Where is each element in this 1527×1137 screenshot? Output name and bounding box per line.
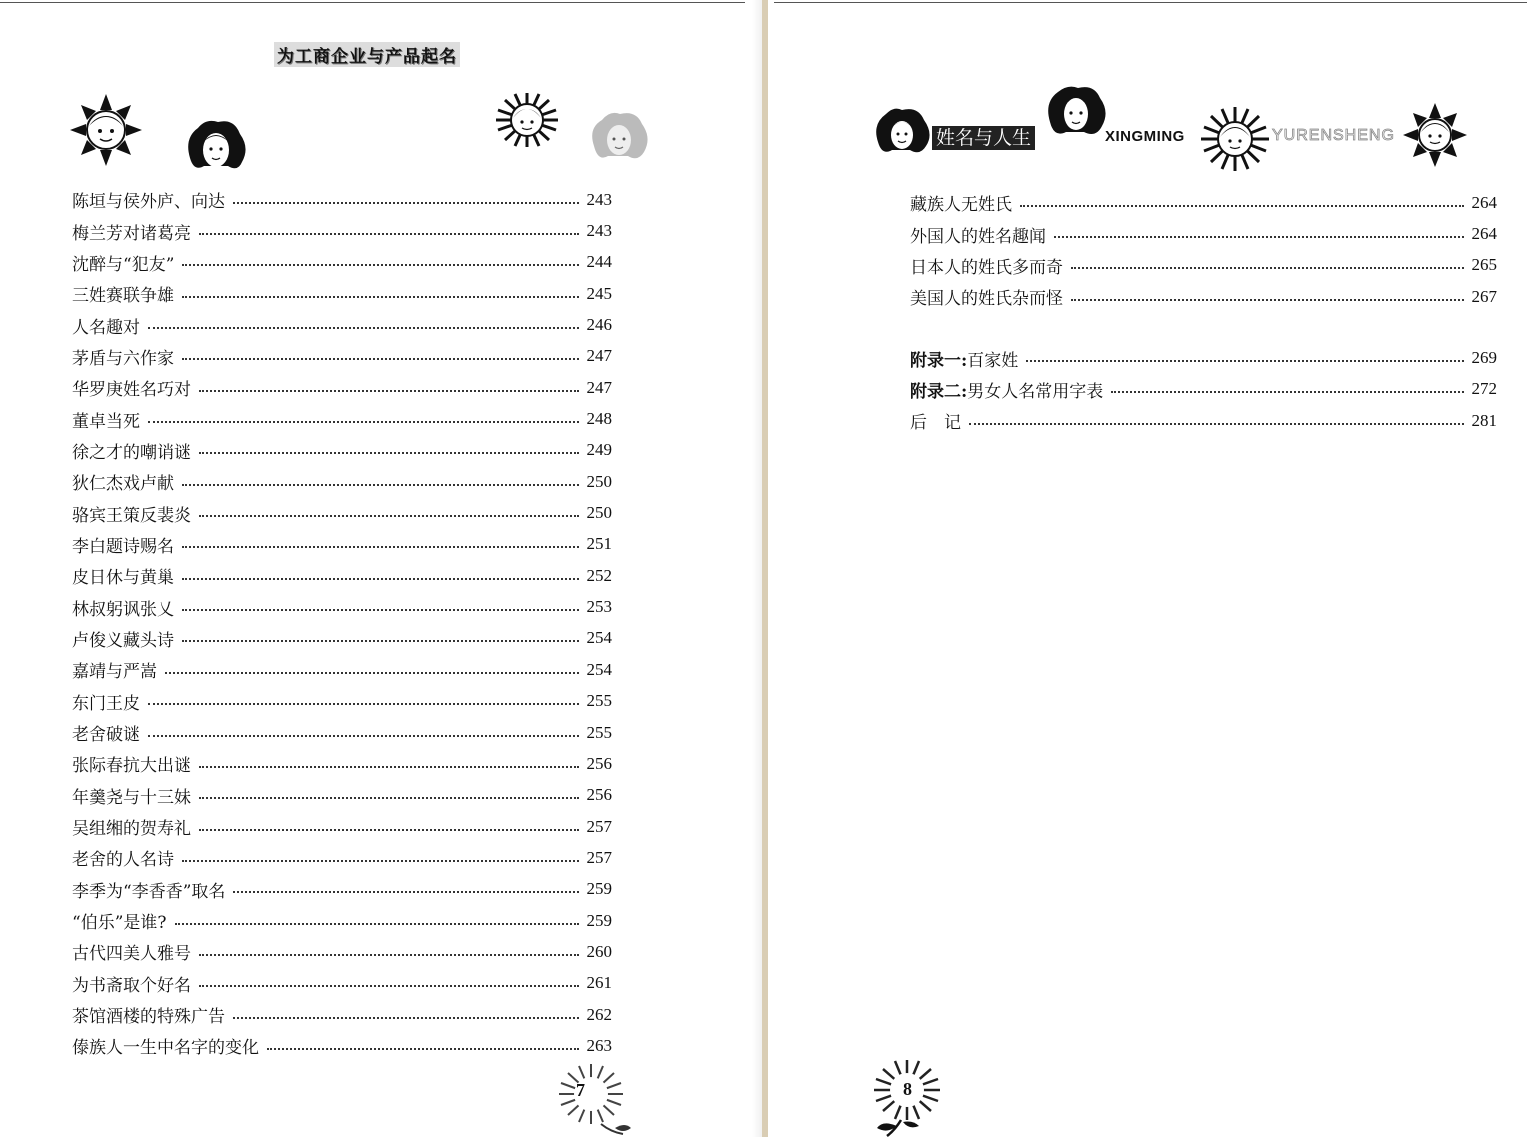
dot-leader xyxy=(199,515,579,517)
sun-face-icon xyxy=(1200,106,1270,172)
page-header-title: 姓名与人生 xyxy=(932,126,1035,150)
toc-entry[interactable] xyxy=(72,748,612,779)
toc-entry-page: 257 xyxy=(586,847,612,867)
dot-leader xyxy=(148,327,579,329)
toc-entry[interactable] xyxy=(72,309,612,340)
toc-entry[interactable] xyxy=(72,874,612,905)
dot-leader xyxy=(182,609,579,611)
toc-entry-page: 256 xyxy=(586,753,612,773)
toc-entry-page: 264 xyxy=(1471,192,1497,212)
toc-entry-page: 267 xyxy=(1471,286,1497,306)
girl-face-icon xyxy=(1044,84,1108,142)
dot-leader xyxy=(1026,360,1463,362)
dot-leader xyxy=(165,672,579,674)
top-rule xyxy=(774,2,1527,3)
toc-entry-page: 261 xyxy=(586,973,612,993)
toc-entry-page: 252 xyxy=(586,565,612,585)
toc-entry-title: 茶馆酒楼的特殊广告 xyxy=(72,1007,225,1028)
toc-entry-page: 259 xyxy=(586,879,612,899)
toc-entry-title: “伯乐”是谁? xyxy=(72,913,167,934)
dot-leader xyxy=(233,1017,579,1019)
dot-leader xyxy=(1020,205,1464,207)
toc-entry-page: 247 xyxy=(586,377,612,397)
top-rule xyxy=(0,2,745,3)
toc-entry-page: 250 xyxy=(586,503,612,523)
toc-list xyxy=(72,184,612,1062)
toc-appendix-entry[interactable] xyxy=(910,374,1497,405)
list-spacer xyxy=(910,312,1497,342)
toc-entry[interactable] xyxy=(72,905,612,936)
toc-entry-page: 255 xyxy=(586,691,612,711)
toc-appendix-entry[interactable] xyxy=(910,342,1497,373)
toc-entry-page: 259 xyxy=(586,910,612,930)
toc-entry[interactable] xyxy=(72,623,612,654)
toc-entry-page: 254 xyxy=(586,628,612,648)
toc-entry-title: 华罗庚姓名巧对 xyxy=(72,380,191,401)
page-number: 7 xyxy=(576,1080,585,1100)
sun-face-icon xyxy=(494,92,560,148)
toc-entry[interactable] xyxy=(72,780,612,811)
toc-entry[interactable] xyxy=(72,654,612,685)
appendix-label: 附录一: xyxy=(910,350,968,371)
dot-leader xyxy=(182,860,579,862)
toc-entry[interactable] xyxy=(72,842,612,873)
toc-entry[interactable] xyxy=(72,247,612,278)
dot-leader xyxy=(148,421,579,423)
toc-entry-title: 老舍破谜 xyxy=(72,725,140,746)
dot-leader xyxy=(182,546,579,548)
toc-entry-page: 249 xyxy=(586,440,612,460)
toc-entry-title: 皮日休与黄巢 xyxy=(72,568,174,589)
appendix-label: 附录二: xyxy=(910,381,968,402)
dot-leader xyxy=(199,985,579,987)
toc-entry-page: 263 xyxy=(586,1035,612,1055)
dot-leader xyxy=(233,202,579,204)
toc-entry[interactable] xyxy=(910,281,1497,312)
toc-entry-page: 272 xyxy=(1471,379,1497,399)
dot-leader xyxy=(1071,267,1464,269)
toc-entry[interactable] xyxy=(72,184,612,215)
dot-leader xyxy=(969,423,1464,425)
toc-entry-title: 陈垣与侯外庐、向达 xyxy=(72,192,225,213)
left-page xyxy=(0,0,762,1137)
toc-entry-title: 傣族人一生中名字的变化 xyxy=(72,1038,259,1059)
dot-leader xyxy=(1054,236,1464,238)
girl-face-icon xyxy=(872,106,932,158)
toc-entry-title: 骆宾王策反裴炎 xyxy=(72,505,191,526)
dot-leader xyxy=(1111,391,1463,393)
toc-entry-title: 梅兰芳对诸葛亮 xyxy=(72,223,191,244)
toc-entry[interactable] xyxy=(72,999,612,1030)
toc-entry-page: 281 xyxy=(1471,410,1497,430)
toc-entry-title: 林叔躬讽张乂 xyxy=(72,599,174,620)
toc-entry-page: 260 xyxy=(586,941,612,961)
toc-entry-title: 沈醉与“犯友” xyxy=(72,254,175,275)
toc-entry-page: 243 xyxy=(586,221,612,241)
dot-leader xyxy=(199,797,579,799)
toc-entry-page: 254 xyxy=(586,659,612,679)
toc-entry-title: 年羹尧与十三妹 xyxy=(72,787,191,808)
toc-entry-page: 243 xyxy=(586,189,612,209)
toc-entry[interactable] xyxy=(72,497,612,528)
toc-entry[interactable] xyxy=(72,215,612,246)
toc-entry[interactable] xyxy=(72,435,612,466)
dot-leader xyxy=(199,829,579,831)
toc-entry[interactable] xyxy=(910,218,1497,249)
toc-entry-title: 老舍的人名诗 xyxy=(72,850,174,871)
toc-entry[interactable] xyxy=(72,372,612,403)
toc-entry-title: 张际春抗大出谜 xyxy=(72,756,191,777)
toc-entry-page: 253 xyxy=(586,597,612,617)
right-page xyxy=(768,0,1527,1137)
toc-entry-page: 245 xyxy=(586,283,612,303)
toc-entry-title: 三姓赛联争雄 xyxy=(72,286,174,307)
toc-entry-title: 藏族人无姓氏 xyxy=(910,195,1012,216)
toc-entry-page: 257 xyxy=(586,816,612,836)
toc-entry[interactable] xyxy=(72,686,612,717)
toc-entry-title: 人名趣对 xyxy=(72,317,140,338)
gutter-shadow xyxy=(752,0,762,1137)
toc-entry-title: 李季为“李香香”取名 xyxy=(72,881,226,902)
toc-entry[interactable] xyxy=(72,936,612,967)
toc-entry-page: 269 xyxy=(1471,348,1497,368)
toc-entry[interactable] xyxy=(72,403,612,434)
toc-entry-page: 248 xyxy=(586,409,612,429)
toc-entry-page: 262 xyxy=(586,1004,612,1024)
toc-entry[interactable] xyxy=(72,278,612,309)
dot-leader xyxy=(1071,299,1464,301)
dot-leader xyxy=(267,1048,579,1050)
girl-face-icon xyxy=(588,110,650,166)
toc-entry-page: 265 xyxy=(1471,255,1497,275)
toc-entry[interactable] xyxy=(910,250,1497,281)
toc-entry-title: 徐之才的嘲诮谜 xyxy=(72,442,191,463)
toc-entry[interactable] xyxy=(72,341,612,372)
toc-entry-title: 东门王皮 xyxy=(72,693,140,714)
page-header-title: 为工商企业与产品起名 xyxy=(274,42,460,67)
toc-entry[interactable] xyxy=(72,466,612,497)
toc-entry-title: 茅盾与六作家 xyxy=(72,348,174,369)
girl-face-icon xyxy=(184,118,248,176)
toc-entry-title: 百家姓 xyxy=(967,350,1019,371)
toc-entry-title: 狄仁杰戏卢献 xyxy=(72,474,174,495)
toc-entry[interactable] xyxy=(72,529,612,560)
toc-entry-page: 256 xyxy=(586,785,612,805)
toc-entry-page: 244 xyxy=(586,252,612,272)
toc-entry-title: 李白题诗赐名 xyxy=(72,536,174,557)
toc-entry-title: 古代四美人雅号 xyxy=(72,944,191,965)
dot-leader xyxy=(199,452,579,454)
dot-leader xyxy=(182,484,579,486)
toc-entry[interactable] xyxy=(72,968,612,999)
dot-leader xyxy=(148,703,579,705)
dot-leader xyxy=(182,296,579,298)
toc-entry-title: 美国人的姓氏杂而怪 xyxy=(910,289,1063,310)
header-pinyin: YURENSHENG xyxy=(1272,127,1395,144)
toc-entry-page: 255 xyxy=(586,722,612,742)
dot-leader xyxy=(199,390,579,392)
toc-entry[interactable] xyxy=(72,560,612,591)
toc-entry[interactable] xyxy=(72,1030,612,1061)
dot-leader xyxy=(182,358,579,360)
header-pinyin: XINGMING xyxy=(1105,128,1185,145)
dot-leader xyxy=(182,264,578,266)
toc-entry-title: 男女人名常用字表 xyxy=(967,381,1104,402)
sun-face-icon xyxy=(1402,102,1468,168)
toc-entry-page: 264 xyxy=(1471,224,1497,244)
toc-entry-title: 吴组缃的贺寿礼 xyxy=(72,819,191,840)
toc-entry[interactable] xyxy=(910,187,1497,218)
toc-entry[interactable] xyxy=(72,811,612,842)
toc-entry-page: 250 xyxy=(586,471,612,491)
dot-leader xyxy=(199,954,579,956)
toc-entry[interactable] xyxy=(910,405,1497,436)
toc-entry-title: 嘉靖与严嵩 xyxy=(72,662,157,683)
toc-entry-page: 247 xyxy=(586,346,612,366)
toc-entry-title: 卢俊义藏头诗 xyxy=(72,630,174,651)
toc-entry[interactable] xyxy=(72,717,612,748)
dot-leader xyxy=(199,233,579,235)
toc-entry[interactable] xyxy=(72,591,612,622)
toc-entry-title: 日本人的姓氏多而奇 xyxy=(910,257,1063,278)
dot-leader xyxy=(182,640,579,642)
sun-face-icon xyxy=(68,92,144,168)
toc-entry-title: 后 记 xyxy=(910,413,961,434)
dot-leader xyxy=(148,735,579,737)
dot-leader xyxy=(182,578,579,580)
dot-leader xyxy=(175,923,579,925)
toc-entry-page: 246 xyxy=(586,315,612,335)
toc-list xyxy=(910,187,1497,436)
toc-entry-title: 为书斋取个好名 xyxy=(72,975,191,996)
sunflower-icon xyxy=(546,1058,636,1137)
toc-entry-title: 外国人的姓名趣闻 xyxy=(910,226,1046,247)
toc-entry-title: 董卓当死 xyxy=(72,411,140,432)
dot-leader xyxy=(199,766,579,768)
page-number: 8 xyxy=(903,1079,912,1099)
dot-leader xyxy=(233,891,578,893)
toc-entry-page: 251 xyxy=(586,534,612,554)
